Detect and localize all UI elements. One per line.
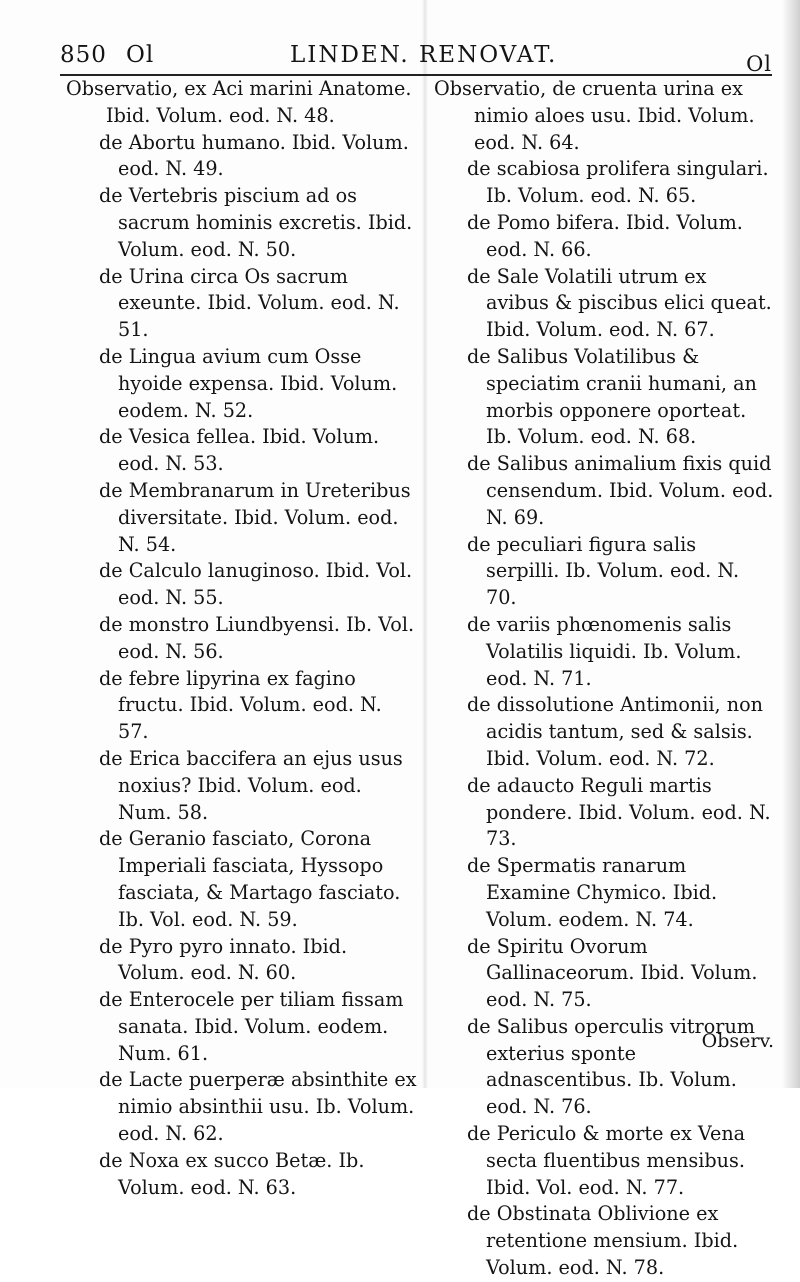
list-item: de Salibus operculis vitrorum exterius sponte adnascentibus. Ib. Volum. eod. N. 76. [467, 1014, 755, 1119]
page-edge-shadow [782, 0, 800, 1088]
list-item: de Pomo bifera. Ibid. Volum. eod. N. 66. [467, 210, 743, 261]
list-item: de adaucto Reguli martis pondere. Ibid. Volum. eod. N. 73. [467, 773, 771, 851]
left-column [66, 76, 418, 1201]
list-item: de variis phœnomenis salis Volatilis liquidi. Ib. Volum. eod. N. 71. [467, 612, 742, 690]
list-item: de Calculo lanuginoso. Ibid. Vol. eod. N. 55. [99, 559, 413, 610]
page-number: 850 [60, 42, 107, 68]
list-item: de Salibus animalium fixis quid censendum. Ibid. Volum. eod. N. 69. [467, 452, 774, 529]
column-gutter [422, 0, 428, 1088]
running-title: LINDEN. RENOVAT. [290, 42, 558, 68]
list-item: de Vesica fellea. Ibid. Volum. eod. N. 53. [99, 425, 380, 476]
list-item: de Salibus Volatilibus & speciatim cranii humani, an morbis opponere oporteat. Ib. Volum. eod. N. 68. [467, 344, 757, 449]
list-item: de Sale Volatili utrum ex avibus & piscibus elici queat. Ibid. Volum. eod. N. 67. [467, 264, 772, 342]
list-item: de Abortu humano. Ibid. Volum. eod. N. 49. [99, 130, 409, 181]
list-item: de scabiosa prolifera singulari. Ib. Volum. eod. N. 65. [467, 157, 769, 208]
right-column-marker: Ol [746, 52, 772, 76]
list-item: de Lingua avium cum Osse hyoide expensa. Ibid. Volum. eodem. N. 52. [99, 344, 398, 422]
list-item: de Spermatis ranarum Examine Chymico. Ibid. Volum. eodem. N. 74. [467, 854, 718, 931]
list-item: de Enterocele per tiliam fissam sanata. Ibid. Volum. eodem. Num. 61. [99, 988, 404, 1065]
left-column-marker: Ol [126, 42, 155, 68]
list-item: de febre lipyrina ex fagino fructu. Ibid. Volum. eod. N. 57. [99, 666, 382, 744]
list-item: de Periculo & morte ex Vena secta fluentibus mensibus. Ibid. Vol. eod. N. 77. [467, 1122, 746, 1199]
running-header [60, 38, 772, 76]
list-item: de monstro Liundbyensi. Ib. Vol. eod. N. 56. [99, 612, 415, 663]
list-item: de Erica baccifera an ejus usus noxius? Ibid. Volum. eod. Num. 58. [99, 746, 403, 824]
list-item: de Spiritu Ovorum Gallinaceorum. Ibid. Volum. eod. N. 75. [467, 934, 758, 1012]
list-item: de Urina circa Os sacrum exeunte. Ibid. Volum. eod. N. 51. [99, 264, 400, 342]
list-item: de Lacte puerperæ absinthite ex nimio absinthii usu. Ib. Volum. eod. N. 62. [99, 1068, 417, 1146]
list-item: de Geranio fasciato, Corona Imperiali fasciata, Hyssopo fasciata, & Martago fasciato. Ib. Vol. eod. N. 59. [99, 827, 401, 931]
right-column [434, 76, 774, 1282]
list-item: Observatio, de cruenta urina ex nimio aloes usu. Ibid. Volum. eod. N. 64. [434, 77, 755, 154]
list-item: de Vertebris piscium ad os sacrum hominis excretis. Ibid. Volum. eod. N. 50. [99, 184, 413, 261]
list-item: de Noxa ex succo Betæ. Ib. Volum. eod. N. 63. [99, 1148, 365, 1199]
list-item: de Obstinata Oblivione ex retentione mensium. Ibid. Volum. eod. N. 78. [467, 1202, 739, 1280]
list-item: de peculiari figura salis serpilli. Ib. Volum. eod. N. 70. [467, 532, 740, 610]
list-item: de Membranarum in Ureteribus diversitate. Ibid. Volum. eod. N. 54. [99, 478, 411, 556]
list-item: de Pyro pyro innato. Ibid. Volum. eod. N. 60. [99, 934, 348, 985]
list-item: de dissolutione Antimonii, non acidis tantum, sed & salsis. Ibid. Volum. eod. N. 72. [467, 693, 764, 770]
list-item: Observatio, ex Aci marini Anatome. Ibid. Volum. eod. N. 48. [66, 77, 412, 127]
catchword: Observ. [701, 1030, 774, 1052]
